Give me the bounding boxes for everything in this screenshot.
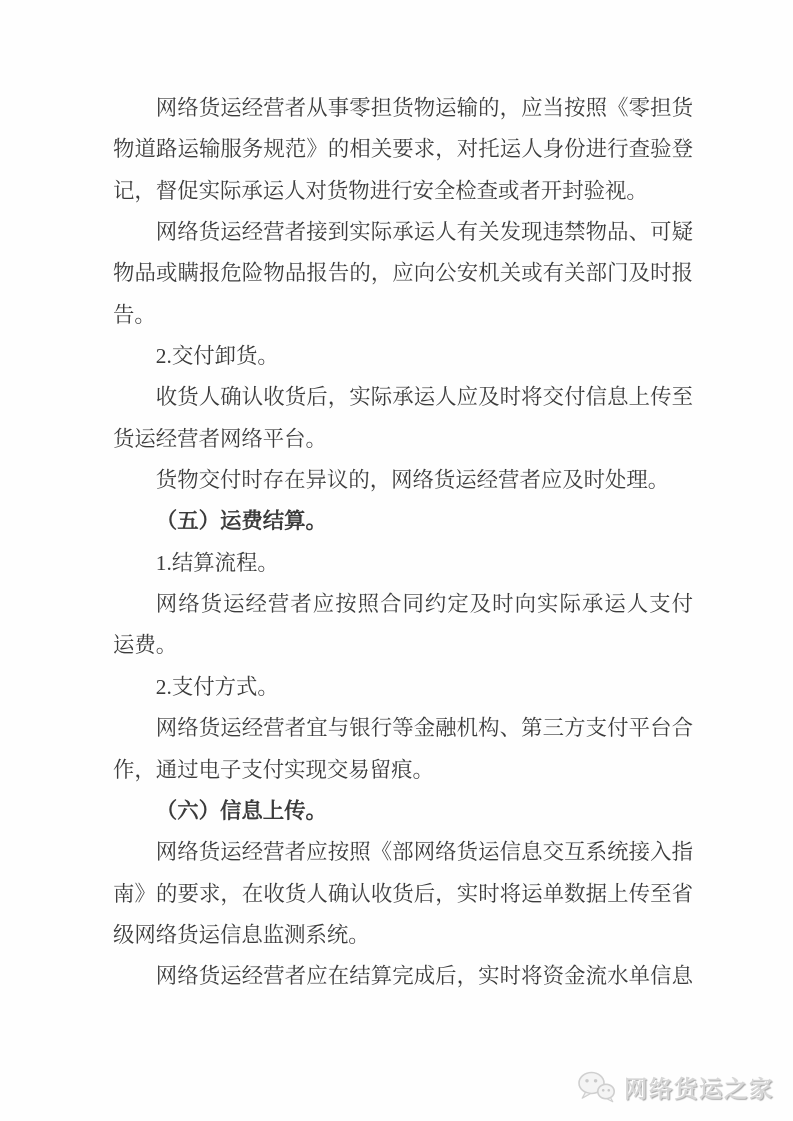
paragraph [113,584,693,667]
text-line: 货物交付时存在异议的，网络货运经营者应及时处理。 [155,468,670,493]
text-line: 货运经营者网络平台。 [113,426,327,451]
text-line: 运费。 [113,633,178,658]
watermark-label: 网络货运之家 [624,1076,774,1102]
paragraph [113,832,693,956]
text-line: 记，督促实际承运人对货物进行安全检查或者开封验视。 [113,178,648,203]
text-line: 物道路运输服务规范》的相关要求，对托运人身份进行查验登 [113,137,693,162]
text-line: 告。 [113,302,156,327]
section-heading [113,501,693,542]
text-line: 网络货运经营者从事零担货物运输的，应当按照《零担货 [155,96,693,120]
paragraph [113,336,693,377]
text-line: （六）信息上传。 [155,798,327,823]
paragraph [113,377,693,460]
watermark [577,1068,774,1106]
text-line: 1.结算流程。 [155,550,279,575]
paragraph [113,708,693,791]
wechat-icon [577,1070,615,1104]
text-line: 作，通过电子支付实现交易留痕。 [113,757,434,782]
text-line: 南》的要求，在收货人确认收货后，实时将运单数据上传至省 [113,881,693,906]
document-body [113,88,693,998]
text-line: 网络货运经营者应按照《部网络货运信息交互系统接入指 [155,840,693,865]
text-line: 网络货运经营者宜与银行等金融机构、第三方支付平台合 [155,716,693,741]
text-line: 网络货运经营者接到实际承运人有关发现违禁物品、可疑 [155,220,693,245]
text-line: 网络货运经营者应按照合同约定及时向实际承运人支付 [155,592,693,617]
text-line: 网络货运经营者应在结算完成后，实时将资金流水单信息 [155,964,693,989]
paragraph [113,667,693,708]
paragraph [113,956,693,997]
text-line: 2.支付方式。 [155,674,279,699]
text-line: 收货人确认收货后，实际承运人应及时将交付信息上传至 [155,385,693,410]
section-heading [113,791,693,832]
paragraph [113,543,693,584]
text-line: 物品或瞒报危险物品报告的，应向公安机关或有关部门及时报 [113,261,693,286]
text-line: 2.交付卸货。 [155,344,279,369]
paragraph [113,460,693,501]
text-line: （五）运费结算。 [155,509,327,534]
text-line: 级网络货运信息监测系统。 [113,922,370,947]
paragraph [113,88,693,212]
paragraph [113,212,693,336]
